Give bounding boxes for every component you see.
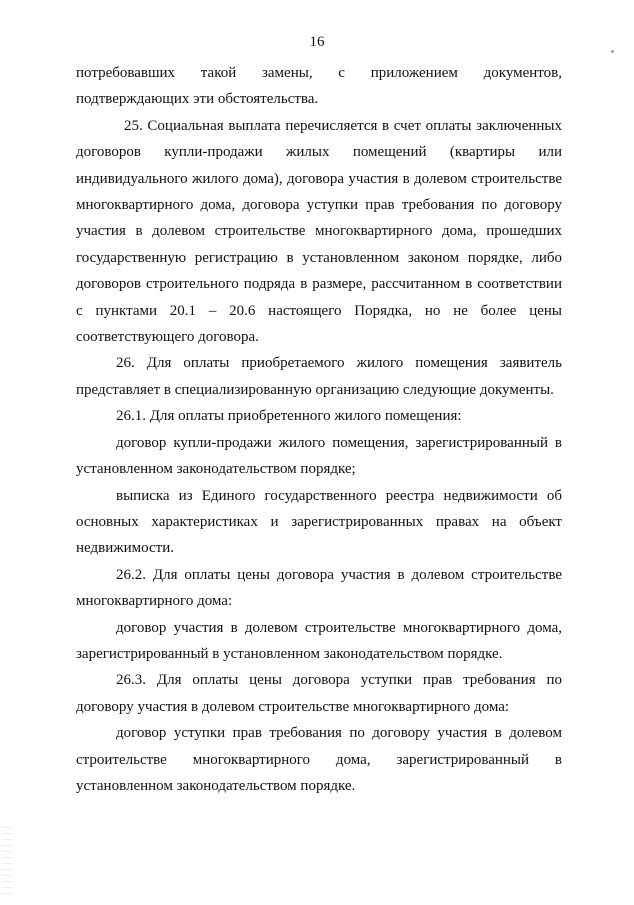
paragraph-26-1-item-2: выписка из Единого государственного реестра недвижимости об основных характеристиках и зарегистрированных правах на объект недвижимости. bbox=[76, 487, 562, 557]
paragraph-26-3: 26.3. Для оплаты цены договора уступки прав требования по договору участия в долевом строительстве многоквартирного дома: bbox=[76, 672, 562, 715]
paragraph-26-1: 26.1. Для оплаты приобретенного жилого помещения: bbox=[116, 408, 462, 425]
scan-artifact bbox=[2, 827, 12, 897]
paragraph-26-2: 26.2. Для оплаты цены договора участия в долевом строительстве многоквартирного дома: bbox=[76, 566, 562, 610]
scan-artifact-dot bbox=[611, 50, 614, 53]
paragraph-26: 26. Для оплаты приобретаемого жилого помещения заявитель представляет в специализированную организацию следующие документы. bbox=[76, 355, 562, 398]
paragraph-26-1-item-1: договор купли-продажи жилого помещения, зарегистрированный в установленном законодательством порядке; bbox=[76, 434, 562, 478]
document-body bbox=[76, 60, 562, 799]
paragraph-26-3-item-1: договор уступки прав требования по договору участия в долевом строительстве многоквартирного дома, зарегистрированный в установленном законодательством порядке. bbox=[76, 725, 562, 794]
paragraph-25: 25. Социальная выплата перечисляется в счет оплаты заключенных договоров купли-продажи жилых помещений (квартиры или индивидуального жилого дома), договора участия в долевом строительстве многоквартирного дома, договора уступки прав требования по договору участия в долевом строительстве многоквартирного дома, прошедших государственную регистрацию в установленном законом порядке, либо договоров строительного подряда в размере, рассчитанном в соответствии с пунктами 20.1 – 20.6 настоящего Порядка, но не более цены соответствующего договора. bbox=[76, 117, 562, 346]
paragraph-continuation: потребовавших такой замены, с приложением документов, подтверждающих эти обстоятельства. bbox=[76, 65, 562, 108]
paragraph-26-2-item-1: договор участия в долевом строительстве многоквартирного дома, зарегистрированный в установленном законодательством порядке. bbox=[76, 619, 562, 662]
page-number: 16 bbox=[309, 34, 325, 50]
